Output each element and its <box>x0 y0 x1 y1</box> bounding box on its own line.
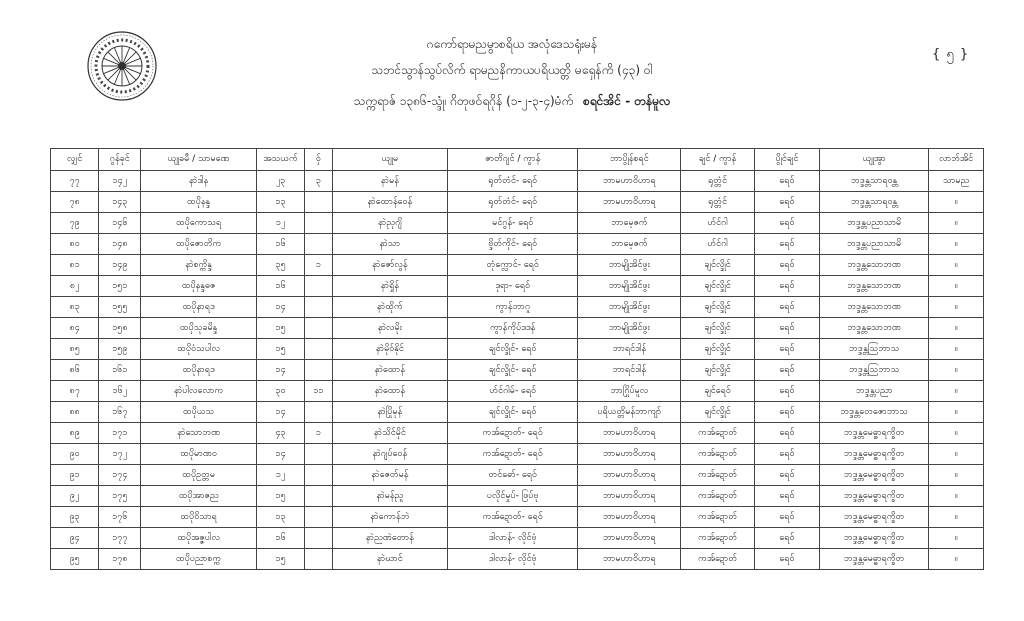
table-cell: ၈၁ <box>51 255 99 276</box>
table-row <box>51 276 984 297</box>
table-cell: ။ <box>929 549 984 570</box>
table-cell: နာဲဒါန <box>141 171 257 192</box>
table-cell <box>305 444 332 465</box>
table-cell: ရုတ်တံင်- ရေဝ် <box>448 171 578 192</box>
table-cell: ဘာမေ့ဇက် <box>578 213 681 234</box>
column-header: ယျုမ <box>332 149 448 171</box>
table-cell: ချင်လ္ဒိုင် <box>681 318 755 339</box>
table-cell: ရုတ္တံင် <box>681 192 755 213</box>
table-cell: တင်ဓော်- ရေဝ် <box>448 465 578 486</box>
table-cell: ရေဝ် <box>754 423 819 444</box>
table-cell: နာဲမိုဝ်နိုင် <box>332 339 448 360</box>
table-cell: ဘဒ္ဒန္တသြဘာသ <box>820 360 929 381</box>
table-cell: ၁၄ <box>256 402 304 423</box>
table-cell: မင်ဂွန်- ရေဝ် <box>448 213 578 234</box>
table-cell: ထပိုယသ <box>141 402 257 423</box>
table-cell: ။ <box>929 255 984 276</box>
column-header: ဝှ် <box>305 149 332 171</box>
table-cell <box>305 318 332 339</box>
table-cell: ထပိုပညာစက္က <box>141 549 257 570</box>
table-cell: ဘဒ္ဒန္တမေဓ္ဓာရက္ခိတ <box>820 465 929 486</box>
table-cell: ရေဝ် <box>754 297 819 318</box>
table-cell: ၁၅၁ <box>99 276 141 297</box>
table-row <box>51 297 984 318</box>
table-cell: ။ <box>929 444 984 465</box>
table-cell: ၁၄၂ <box>99 171 141 192</box>
table-cell: ပရိယတ္တိမန်ဘာကျာ် <box>578 402 681 423</box>
table-cell <box>305 402 332 423</box>
table-cell: ၈၈ <box>51 402 99 423</box>
table-cell <box>305 234 332 255</box>
table-cell: ဘာဂြိုပ်မူလ <box>578 381 681 402</box>
table-header-row <box>51 149 984 171</box>
table-cell: သာမည <box>929 171 984 192</box>
table-cell: ဘာမဟာဝိဟာရ <box>578 171 681 192</box>
table-cell: ကအ်ဍောတ်- ရေဝ် <box>448 444 578 465</box>
table-cell: ၁၆၂ <box>99 381 141 402</box>
table-cell: ၁၆ <box>256 528 304 549</box>
header-title: ဂကော်ရာမညမွာစရိယ အလုံဒေသရုံးမန် <box>426 37 598 51</box>
table-cell: ထပိုအဇ္ဇပါလ <box>141 528 257 549</box>
table-cell: နာဲထောန်ဝေန် <box>332 192 448 213</box>
table-row <box>51 339 984 360</box>
table-cell: ၉၄ <box>51 528 99 549</box>
table-cell: ဘာမဟာဝိဟာရ <box>578 423 681 444</box>
register-table <box>50 148 984 570</box>
table-cell: ချင်လ္ဒိုင်- ရေဝ် <box>448 339 578 360</box>
table-cell: ၈၆ <box>51 360 99 381</box>
table-cell: ၈၂ <box>51 276 99 297</box>
table-row <box>51 360 984 381</box>
column-header: ဘာပွိုန်စရင် <box>578 149 681 171</box>
table-cell: ။ <box>929 213 984 234</box>
table-cell: ၁၄ <box>256 360 304 381</box>
table-cell: ၉၀ <box>51 444 99 465</box>
table-cell: ၁၅ <box>256 486 304 507</box>
table-cell: နာဲသာ <box>332 234 448 255</box>
table-cell: ၁၅ <box>256 339 304 360</box>
table-cell: ၉၂ <box>51 486 99 507</box>
table-cell: ၁၂ <box>256 465 304 486</box>
table-row <box>51 528 984 549</box>
table-cell: ။ <box>929 339 984 360</box>
table-cell: ထပိုနန္ဒဓဇ <box>141 276 257 297</box>
table-cell: ပလိုင်မှုပ်- ဖြပ်ဗု <box>448 486 578 507</box>
table-cell: ၇၈ <box>51 192 99 213</box>
table-cell: ဘာရင်ဒါန် <box>578 360 681 381</box>
table-cell: ။ <box>929 381 984 402</box>
table-cell: ရေဝ် <box>754 360 819 381</box>
table-cell: ရေဝ် <box>754 213 819 234</box>
table-cell: ။ <box>929 192 984 213</box>
table-cell: ၃၀ <box>256 381 304 402</box>
column-header: လာဘ်အိင် <box>929 149 984 171</box>
table-cell: ဘဒ္ဒန္တမေဓ္ဓာရက္ခိတ <box>820 549 929 570</box>
table-cell: ၈၄ <box>51 318 99 339</box>
table-cell: ၉၅ <box>51 549 99 570</box>
table-cell: ချင်ရေဝ် <box>681 381 755 402</box>
table-cell: ၁၇၂ <box>99 444 141 465</box>
table-cell: ကအ်ဍောတ်- ရေဝ် <box>448 423 578 444</box>
table-cell: ကအ်ဍောတ် <box>681 507 755 528</box>
table-cell: ။ <box>929 528 984 549</box>
table-cell: ဒါလာန်- လိုင်ဗုံ <box>448 528 578 549</box>
table-cell: ။ <box>929 276 984 297</box>
table-cell: ၁ <box>305 255 332 276</box>
table-cell: ၂၃ <box>256 171 304 192</box>
table-cell: ဘဒ္ဒန္တမေဓ္ဓာရက္ခိတ <box>820 444 929 465</box>
table-row <box>51 318 984 339</box>
table-cell <box>305 297 332 318</box>
table-cell: ဘာမျိုအိင်ဖွး <box>578 255 681 276</box>
table-cell: ထပိုဥတ္တမ <box>141 465 257 486</box>
table-cell: ဘာမျိုအိင်ဖွး <box>578 297 681 318</box>
table-cell: ရေဝ် <box>754 381 819 402</box>
table-cell: ။ <box>929 423 984 444</box>
table-cell: နာဲဂျပ်ဝေန် <box>332 444 448 465</box>
table-cell: ဘဒ္ဒန္တတေဇောဘာသ <box>820 402 929 423</box>
table-cell: ၁၅၈ <box>99 318 141 339</box>
table-cell: ချင်လ္ဒိုင် <box>681 402 755 423</box>
table-cell: နာဲသောဘဏ <box>141 423 257 444</box>
table-cell: ၁၇၄ <box>99 465 141 486</box>
table-cell <box>305 486 332 507</box>
table-cell: ဘဒ္ဒန္တမေဓ္ဓာရက္ခိတ <box>820 507 929 528</box>
table-cell: ထပိုအာဇည <box>141 486 257 507</box>
table-cell: ဘဒ္ဒန္တမေဓ္ဓာရက္ခိတ <box>820 486 929 507</box>
table-cell: ၁၇၅ <box>99 486 141 507</box>
table-cell: ဘဒ္ဒန္တမေဓ္ဓာရက္ခိတ <box>820 423 929 444</box>
table-cell: ။ <box>929 402 984 423</box>
table-cell: ၁၅၅ <box>99 297 141 318</box>
header-list-title: စရင်အိင် - တန်မူလ <box>583 94 671 108</box>
table-cell: ရေဝ် <box>754 486 819 507</box>
table-row <box>51 423 984 444</box>
header-date: သက္ကရာဇ် ၁၃၈၆-သ္ဒုံ၊ ဂိတုဖဝ်ရဂိုန် (၁-၂-၃-၄)မံက် <box>353 94 574 108</box>
table-cell: ။ <box>929 465 984 486</box>
table-cell: နာဲပါလလောက <box>141 381 257 402</box>
table-row <box>51 507 984 528</box>
table-cell: တုံက္လောင်- ရေဝ် <box>448 255 578 276</box>
table-cell: ကွာန်ကိုပ်ဒဒန် <box>448 318 578 339</box>
column-header: ဇာတိဂျင် / ကွာန် <box>448 149 578 171</box>
table-cell: ဘာမျိုအိင်ဖွး <box>578 318 681 339</box>
table-row <box>51 234 984 255</box>
table-cell: ၉၃ <box>51 507 99 528</box>
table-cell: ၁၄ <box>256 444 304 465</box>
table-cell: ရေဝ် <box>754 192 819 213</box>
column-header: ဂွန်ခုင် <box>99 149 141 171</box>
table-cell: ချင်လ္ဒိုင် <box>681 339 755 360</box>
table-cell: ၁၇၆ <box>99 507 141 528</box>
table-cell: ၁၇၁ <box>99 423 141 444</box>
table-cell: ၁၆ <box>256 276 304 297</box>
table-cell <box>305 465 332 486</box>
table-cell: ထပိုနာရဒ <box>141 360 257 381</box>
table-cell: နာဲညဏဲတောန် <box>332 528 448 549</box>
table-cell: နာဲမန်ညူ <box>332 486 448 507</box>
table-row <box>51 192 984 213</box>
table-cell: ကအ်ဍောတ် <box>681 486 755 507</box>
table-row <box>51 171 984 192</box>
table-cell: ၁၄၆ <box>99 213 141 234</box>
table-cell <box>305 276 332 297</box>
table-cell: ၁၇၇ <box>99 528 141 549</box>
column-header: ယျုခမီ / သာမဏေ <box>141 149 257 171</box>
table-cell <box>305 339 332 360</box>
table-cell: ထပိုနာရဒ <box>141 297 257 318</box>
table-cell: ၈၉ <box>51 423 99 444</box>
table-cell: ရေဝ် <box>754 255 819 276</box>
table-cell: ရေဝ် <box>754 339 819 360</box>
table-cell: နာဲထောန် <box>332 360 448 381</box>
table-row <box>51 549 984 570</box>
table-cell: ထပိုနန္ဒ <box>141 192 257 213</box>
table-cell: ဘာမဟာဝိဟာရ <box>578 444 681 465</box>
table-cell: နာဲထောန် <box>332 381 448 402</box>
column-header: ယျုအွာ <box>820 149 929 171</box>
table-cell <box>305 192 332 213</box>
table-cell: ကအ်ဍောတ် <box>681 423 755 444</box>
table-cell: ဘာမဟာဝိဟာရ <box>578 486 681 507</box>
table-cell: နာဲညုဂျိ <box>332 213 448 234</box>
table-row <box>51 465 984 486</box>
column-header: ချင် / ကွာန် <box>681 149 755 171</box>
table-cell: နာဲဇေတ်မန် <box>332 465 448 486</box>
table-cell: ၈၇ <box>51 381 99 402</box>
table-cell: ဒုရာ- ရေဝ် <box>448 276 578 297</box>
table-cell: ၁၅ <box>256 549 304 570</box>
table-cell: ၁၃ <box>256 507 304 528</box>
table-cell: ဘာမျိုအိင်ဖွး <box>578 276 681 297</box>
table-cell: ၁၆ <box>256 234 304 255</box>
table-cell: နာဲလမိုး <box>332 318 448 339</box>
table-cell: နာဲပြိုမုန် <box>332 402 448 423</box>
column-header: လျှင် <box>51 149 99 171</box>
table-cell: ချင်လ္ဒိုင် <box>681 360 755 381</box>
table-cell: ဟ်င်ဂါမ်- ရေဝ် <box>448 381 578 402</box>
table-cell: ဘာမဟာဝိဟာရ <box>578 192 681 213</box>
table-cell: ရေဝ် <box>754 402 819 423</box>
table-cell: ဘာရင်ဒါန် <box>578 339 681 360</box>
table-cell: ၁၃ <box>256 192 304 213</box>
table-cell: ၈၃ <box>51 297 99 318</box>
table-cell: ချင်လ္ဒိုင် <box>681 276 755 297</box>
table-cell: ဘာမဟာဝိဟာရ <box>578 465 681 486</box>
table-cell: ထပိုဝိသာရ <box>141 507 257 528</box>
table-cell: ဗ္ဒိတ်ကိုင်- ရေဝ် <box>448 234 578 255</box>
table-cell: ဘဒ္ဒန္တသောဘဏ <box>820 255 929 276</box>
table-cell: နာဲထိုက် <box>332 297 448 318</box>
table-cell: ဟ်င်ဂါ <box>681 213 755 234</box>
table-cell: ကအ်ဍောတ်- ရေဝ် <box>448 507 578 528</box>
table-row <box>51 486 984 507</box>
table-cell <box>305 507 332 528</box>
table-cell: ဘဒ္ဒန္တသောဘဏ <box>820 297 929 318</box>
table-cell: ချင်လ္ဒိုင်- ရေဝ် <box>448 402 578 423</box>
table-cell: ၇၉ <box>51 213 99 234</box>
table-cell: ဘဒ္ဒန္တမေဓ္ဓာရက္ခိတ <box>820 528 929 549</box>
table-cell: ၉၁ <box>51 465 99 486</box>
table-cell: ၁ <box>305 423 332 444</box>
table-cell: ဘာမဟာဝိဟာရ <box>578 549 681 570</box>
table-cell: ရေဝ် <box>754 234 819 255</box>
column-header: ပွိုင်ချင် <box>754 149 819 171</box>
table-cell: ဟ်င်ဂါ <box>681 234 755 255</box>
table-cell: ဘဒ္ဒန္တသြဘာသ <box>820 339 929 360</box>
table-cell: ရုတ္တံင် <box>681 171 755 192</box>
table-cell: ဘဒ္ဒန္တပညာသာမိ <box>820 234 929 255</box>
table-cell: ၃ <box>305 171 332 192</box>
table-cell: ၁၁ <box>305 381 332 402</box>
table-cell <box>305 213 332 234</box>
table-cell: နာဲမန် <box>332 171 448 192</box>
table-cell: ရေဝ် <box>754 507 819 528</box>
table-cell: ကအ်ဍောတ် <box>681 444 755 465</box>
table-cell: ဘာမေ့ဇက် <box>578 234 681 255</box>
table-row <box>51 444 984 465</box>
table-cell: ကွာန်ဘာဂူ <box>448 297 578 318</box>
table-cell <box>305 549 332 570</box>
table-cell: ၁၄ <box>256 297 304 318</box>
table-cell: ချင်လ္ဒိုင်- ရေဝ် <box>448 360 578 381</box>
table-cell: ၁၆၇ <box>99 402 141 423</box>
table-cell: ၈၅ <box>51 339 99 360</box>
table-cell: ရေဝ် <box>754 465 819 486</box>
table-cell: ၈၀ <box>51 234 99 255</box>
table-cell: နာဲဃာင် <box>332 549 448 570</box>
table-cell <box>305 360 332 381</box>
table-cell: ၁၅၉ <box>99 339 141 360</box>
table-cell: ဘဒ္ဒန္တသာရဝန္တ <box>820 192 929 213</box>
table-cell: ၁၄၉ <box>99 255 141 276</box>
table-cell: ရေဝ် <box>754 171 819 192</box>
table-cell: ထပိုမာဏဝ <box>141 444 257 465</box>
table-cell: ။ <box>929 318 984 339</box>
table-cell: ၁၇၈ <box>99 549 141 570</box>
page-number: { ၅ } <box>932 47 970 62</box>
table-cell <box>305 528 332 549</box>
table-cell: ၁၆၁ <box>99 360 141 381</box>
table-cell: ရေဝ် <box>754 549 819 570</box>
table-cell: ရေဝ် <box>754 444 819 465</box>
table-cell: နာဲရှိုန် <box>332 276 448 297</box>
table-cell: ဘဒ္ဒန္တသောဘဏ <box>820 276 929 297</box>
table-cell: ကအ်ဍောတ် <box>681 549 755 570</box>
table-cell: ချင်လ္ဒိုင် <box>681 255 755 276</box>
table-cell: ရေဝ် <box>754 276 819 297</box>
table-cell: ရေဝ် <box>754 528 819 549</box>
table-cell: ၁၄၈ <box>99 234 141 255</box>
table-cell: ဘာမဟာဝိဟာရ <box>578 507 681 528</box>
table-cell: ။ <box>929 507 984 528</box>
table-row <box>51 255 984 276</box>
table-row <box>51 402 984 423</box>
header-subtitle: သဘင်သွာန်သွပ်လိက် ရာမညနိကာယပရိယတ္တိ မရှေန်ကိ (၄၃) ဝါ <box>371 63 653 77</box>
table-cell: နာဲဇော်လွန် <box>332 255 448 276</box>
table-cell: ။ <box>929 297 984 318</box>
table-cell: ဒါလာန်- လိုင်ဗုံ <box>448 549 578 570</box>
table-cell: နာဲသိင်မိုင် <box>332 423 448 444</box>
table-cell: ဘဒ္ဒန္တသာရဝန္တ <box>820 171 929 192</box>
table-cell: ရေဝ် <box>754 318 819 339</box>
table-cell: ဘဒ္ဒန္တသောဘဏ <box>820 318 929 339</box>
table-cell: ဘာမဟာဝိဟာရ <box>578 528 681 549</box>
table-cell: ၁၅ <box>256 318 304 339</box>
table-cell: ။ <box>929 360 984 381</box>
table-cell: ဘဒ္ဒန္တပညာ <box>820 381 929 402</box>
table-cell: ထပိုဝံသပါလ <box>141 339 257 360</box>
header-date-line <box>0 93 1024 111</box>
table-cell: ရုတ်တံင်- ရေဝ် <box>448 192 578 213</box>
table-cell: ၄၃ <box>256 423 304 444</box>
table-cell: ၁၄၃ <box>99 192 141 213</box>
table-cell: ၇၇ <box>51 171 99 192</box>
table-cell: ကအ်ဍောတ် <box>681 528 755 549</box>
table-cell: ။ <box>929 486 984 507</box>
table-cell: ထပိုကောသရ <box>141 213 257 234</box>
table-cell: နာဲစက္ကိန္ဒ <box>141 255 257 276</box>
table-cell: ၁၂ <box>256 213 304 234</box>
column-header: အသယက် <box>256 149 304 171</box>
table-cell: နာဲကောန်ဘဲ <box>332 507 448 528</box>
table-cell: ဘဒ္ဒန္တပညာသာမိ <box>820 213 929 234</box>
table-cell: ၃၅ <box>256 255 304 276</box>
table-row <box>51 213 984 234</box>
table-cell: ထပိုဇောတိက <box>141 234 257 255</box>
table-row <box>51 381 984 402</box>
table-cell: ။ <box>929 234 984 255</box>
table-cell: ထပိုသုခမိန္ဒ <box>141 318 257 339</box>
table-cell: ချင်လ္ဒိုင် <box>681 297 755 318</box>
table-cell: ကအ်ဍောတ် <box>681 465 755 486</box>
